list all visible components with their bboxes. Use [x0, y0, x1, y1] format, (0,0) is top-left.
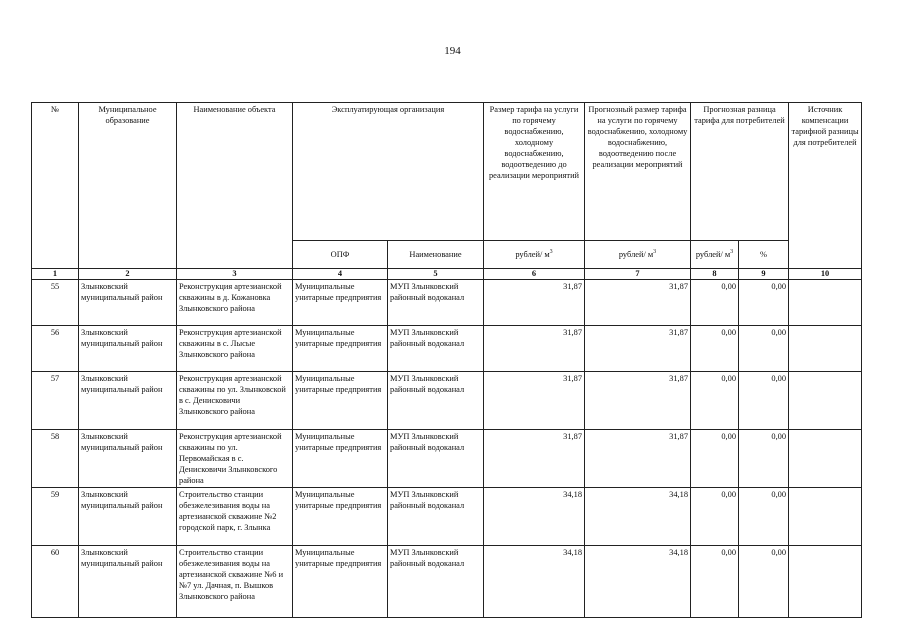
- source-cell: [789, 280, 862, 326]
- source-cell: [789, 326, 862, 372]
- header-municipality: Муниципальное образование: [79, 103, 177, 269]
- org-name-cell: МУП Злынковский районный водоканал: [388, 372, 484, 430]
- diff-rub-cell: 0,00: [691, 280, 739, 326]
- unit-superscript: 3: [730, 249, 734, 256]
- tariff-before-cell: 31,87: [484, 372, 585, 430]
- column-number: 4: [293, 269, 388, 280]
- object-cell: Реконструкция артезианской скважины по ул. Первомайская в с. Денисковичи Злынковского района: [177, 430, 293, 488]
- municipality-cell: Злынковский муниципальный район: [79, 430, 177, 488]
- opf-cell: Муниципальные унитарные предприятия: [293, 546, 388, 618]
- table-row: [32, 546, 862, 618]
- row-number: 55: [32, 280, 79, 326]
- table-row: [32, 326, 862, 372]
- header-object: Наименование объекта: [177, 103, 293, 269]
- diff-rub-cell: 0,00: [691, 326, 739, 372]
- opf-cell: Муниципальные унитарные предприятия: [293, 372, 388, 430]
- object-cell: Реконструкция артезианской скважины в д. Кожановка Злынковского района: [177, 280, 293, 326]
- column-number: 10: [789, 269, 862, 280]
- unit-text: рублей/ м: [618, 250, 654, 259]
- header-tariff-forecast: Прогнозный размер тарифа на услуги по горячему водоснабжению, холодному водоснабжению, водоотведению после реализации мероприятий: [585, 103, 691, 241]
- tariff-table: [31, 102, 862, 618]
- org-name-cell: МУП Злынковский районный водоканал: [388, 280, 484, 326]
- unit-text: рублей/ м: [515, 250, 550, 259]
- header-tariff-before: Размер тарифа на услуги по горячему водоснабжению, холодному водоснабжению, водоотведению до реализации мероприятий: [484, 103, 585, 241]
- opf-cell: Муниципальные унитарные предприятия: [293, 488, 388, 546]
- column-number: 1: [32, 269, 79, 280]
- row-number: 60: [32, 546, 79, 618]
- unit-superscript: 3: [549, 249, 553, 256]
- tariff-after-cell: 34,18: [585, 488, 691, 546]
- diff-rub-cell: 0,00: [691, 488, 739, 546]
- municipality-cell: Злынковский муниципальный район: [79, 280, 177, 326]
- object-cell: Строительство станции обезжелезивания воды на артезианской скважине №2 городской парк, г. Злынка: [177, 488, 293, 546]
- source-cell: [789, 546, 862, 618]
- column-number: 9: [739, 269, 789, 280]
- column-numbers-row: [32, 269, 862, 280]
- tariff-before-cell: 34,18: [484, 546, 585, 618]
- diff-rub-cell: 0,00: [691, 372, 739, 430]
- row-number: 59: [32, 488, 79, 546]
- page-number: 194: [444, 45, 461, 57]
- municipality-cell: Злынковский муниципальный район: [79, 488, 177, 546]
- tariff-after-cell: 31,87: [585, 372, 691, 430]
- header-opf: ОПФ: [293, 241, 388, 269]
- column-number: 2: [79, 269, 177, 280]
- diff-pct-cell: 0,00: [739, 326, 789, 372]
- tariff-before-cell: 31,87: [484, 326, 585, 372]
- diff-rub-cell: 0,00: [691, 430, 739, 488]
- row-number: 58: [32, 430, 79, 488]
- object-cell: Реконструкция артезианской скважины в с. Лысые Злынковского района: [177, 326, 293, 372]
- header-unit-after: [585, 241, 691, 269]
- org-name-cell: МУП Злынковский районный водоканал: [388, 488, 484, 546]
- table-row: [32, 280, 862, 326]
- diff-pct-cell: 0,00: [739, 488, 789, 546]
- header-org-name: Наименование: [388, 241, 484, 269]
- column-number: 6: [484, 269, 585, 280]
- header-percent: %: [739, 241, 789, 269]
- header-compensation-source: Источник компенсации тарифной разницы для потребителей: [789, 103, 862, 269]
- object-cell: Реконструкция артезианской скважины по ул. Злынковской в с. Денисковичи Злынковского района: [177, 372, 293, 430]
- column-number: 7: [585, 269, 691, 280]
- header-tariff-difference: Прогнозная разница тарифа для потребителей: [691, 103, 789, 241]
- column-number: 3: [177, 269, 293, 280]
- column-number: 8: [691, 269, 739, 280]
- row-number: 57: [32, 372, 79, 430]
- unit-superscript: 3: [653, 249, 657, 256]
- table-row: [32, 488, 862, 546]
- object-cell: Строительство станции обезжелезивания воды на артезианской скважине №6 и №7 ул. Дачная, п. Вышков Злынковского района: [177, 546, 293, 618]
- municipality-cell: Злынковский муниципальный район: [79, 372, 177, 430]
- opf-cell: Муниципальные унитарные предприятия: [293, 280, 388, 326]
- header-unit-before: [484, 241, 585, 269]
- header-unit-diff: [691, 241, 739, 269]
- tariff-after-cell: 31,87: [585, 326, 691, 372]
- tariff-after-cell: 31,87: [585, 280, 691, 326]
- diff-pct-cell: 0,00: [739, 546, 789, 618]
- municipality-cell: Злынковский муниципальный район: [79, 326, 177, 372]
- org-name-cell: МУП Злынковский районный водоканал: [388, 326, 484, 372]
- tariff-before-cell: 31,87: [484, 280, 585, 326]
- source-cell: [789, 430, 862, 488]
- diff-pct-cell: 0,00: [739, 372, 789, 430]
- tariff-after-cell: 34,18: [585, 546, 691, 618]
- diff-pct-cell: 0,00: [739, 430, 789, 488]
- opf-cell: Муниципальные унитарные предприятия: [293, 430, 388, 488]
- table-row: [32, 430, 862, 488]
- table-row: [32, 372, 862, 430]
- diff-pct-cell: 0,00: [739, 280, 789, 326]
- opf-cell: Муниципальные унитарные предприятия: [293, 326, 388, 372]
- tariff-after-cell: 31,87: [585, 430, 691, 488]
- municipality-cell: Злынковский муниципальный район: [79, 546, 177, 618]
- org-name-cell: МУП Злынковский районный водоканал: [388, 430, 484, 488]
- row-number: 56: [32, 326, 79, 372]
- tariff-before-cell: 34,18: [484, 488, 585, 546]
- diff-rub-cell: 0,00: [691, 546, 739, 618]
- tariff-before-cell: 31,87: [484, 430, 585, 488]
- header-no: №: [32, 103, 79, 269]
- unit-text: рублей/ м: [695, 250, 731, 259]
- org-name-cell: МУП Злынковский районный водоканал: [388, 546, 484, 618]
- source-cell: [789, 372, 862, 430]
- column-number: 5: [388, 269, 484, 280]
- source-cell: [789, 488, 862, 546]
- header-operator: Эксплуатирующая организация: [293, 103, 484, 241]
